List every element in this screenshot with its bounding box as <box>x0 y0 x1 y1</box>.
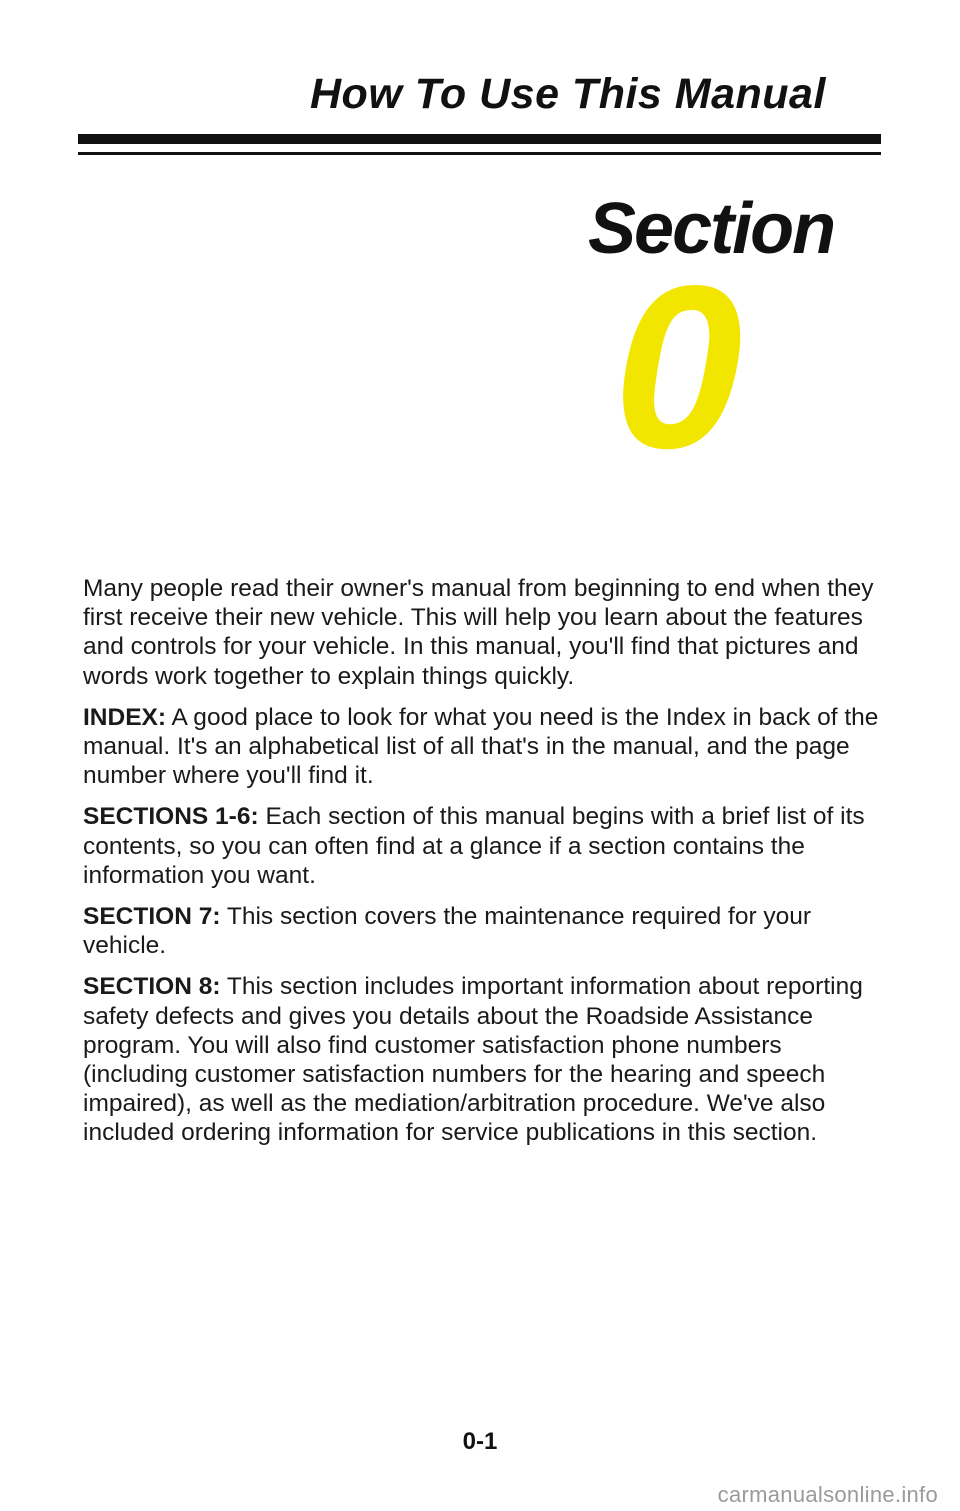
entry-label: SECTIONS 1-6: <box>83 803 259 831</box>
entry-section-8 <box>83 972 883 1147</box>
entry-label: SECTION 7: <box>83 903 221 931</box>
section-heading-number: 0 <box>613 238 743 497</box>
entry-text: This section covers the maintenance required for your vehicle. <box>83 903 812 960</box>
watermark-text: carmanualsonline.info <box>717 1482 938 1507</box>
entry-label: INDEX: <box>83 703 167 731</box>
entry-index <box>83 703 883 791</box>
entry-section-7 <box>83 902 883 960</box>
entry-text: This section includes important information about reporting safety defects and gives you details about the Roadside Assistance program. You will also find customer satisfaction phone numbers (including customer satisfaction numbers for the hearing and speech impaired), as well as the mediation/arbitration procedure. We've also included ordering information for service publications in this section. <box>83 973 863 1147</box>
intro-paragraph: Many people read their owner's manual from beginning to end when they first receive their new vehicle. This will help you learn about the features and controls for your vehicle. In this manual, you'll find that pictures and words work together to explain things quickly. <box>83 575 874 690</box>
page-header-title: How To Use This Manual <box>310 70 826 118</box>
header-rule-thick <box>78 134 881 144</box>
entry-label: SECTION 8: <box>83 973 221 1001</box>
body-text <box>83 574 883 1160</box>
header-rule-thin <box>78 152 881 155</box>
entry-text: Each section of this manual begins with a brief list of its contents, so you can often find at a glance if a section contains the information you want. <box>83 803 865 889</box>
page-number: 0-1 <box>462 1428 498 1455</box>
entry-sections-1-6 <box>83 802 883 890</box>
section-heading-word: Section <box>588 189 835 269</box>
entry-text: A good place to look for what you need is the Index in back of the manual. It's an alphabetical list of all that's in the manual, and the page number where you'll find it. <box>83 703 879 790</box>
